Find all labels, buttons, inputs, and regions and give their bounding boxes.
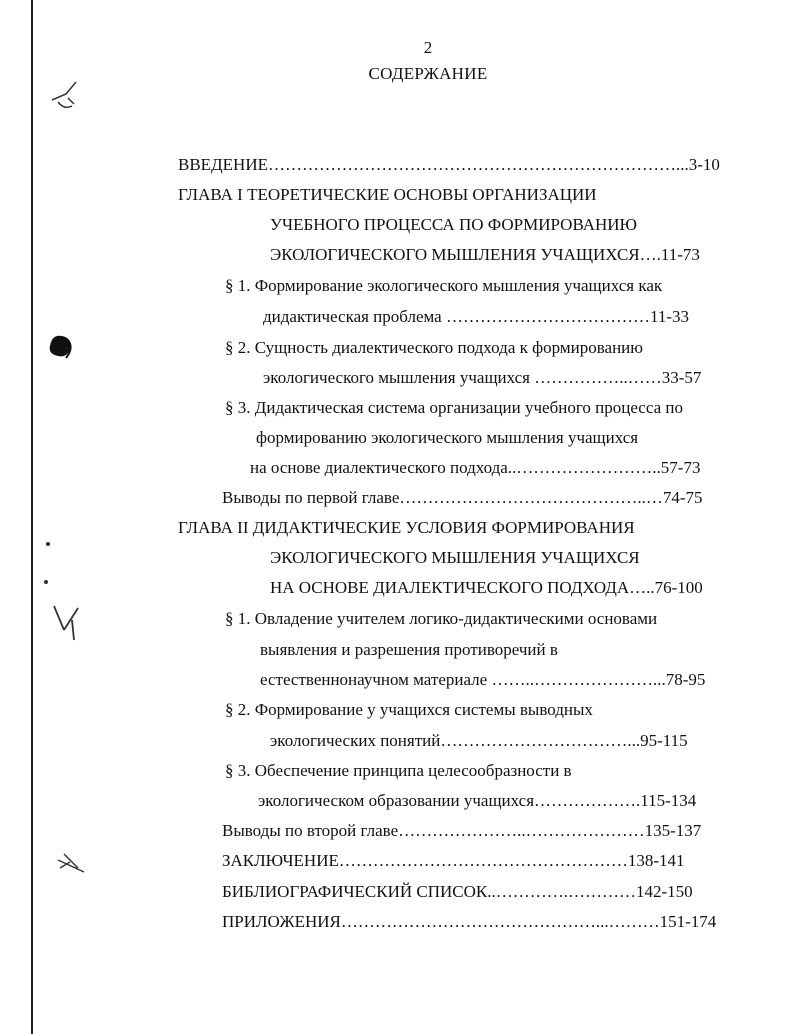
toc-ch2-section-3: экологическом образовании учащихся……………….115-134 xyxy=(258,791,697,810)
toc-ch2-section-1: выявления и разрешения противоречий в xyxy=(260,640,558,659)
margin-pen-mark xyxy=(50,600,84,644)
toc-ch2-section-1: § 1. Овладение учителем логико-дидактическими основами xyxy=(225,609,658,628)
toc-ch1-section-2: экологического мышления учащихся ……………..……33-57 xyxy=(263,368,702,387)
margin-ink-blot-mark xyxy=(44,330,78,364)
toc-chapter-1-title: ГЛАВА I ТЕОРЕТИЧЕСКИЕ ОСНОВЫ ОРГАНИЗАЦИИ xyxy=(178,185,597,204)
speck-mark xyxy=(44,540,52,548)
margin-scribble-mark xyxy=(48,80,84,120)
speck-mark xyxy=(42,578,50,586)
toc-ch1-conclusions: Выводы по первой главе……………………………………..…74-75 xyxy=(222,488,703,507)
toc-ch2-section-2: § 2. Формирование у учащихся системы выводных xyxy=(225,700,593,719)
toc-ch1-section-2: § 2. Сущность диалектического подхода к формированию xyxy=(225,338,643,357)
toc-ch2-conclusions: Выводы по второй главе…………………..…………………135-137 xyxy=(222,821,702,840)
binding-edge xyxy=(31,0,33,1034)
toc-entry-appendices: ПРИЛОЖЕНИЯ………………………………………...………151-174 xyxy=(222,912,717,931)
toc-chapter-1-title: УЧЕБНОГО ПРОЦЕССА ПО ФОРМИРОВАНИЮ xyxy=(270,215,638,234)
toc-entry-conclusion: ЗАКЛЮЧЕНИЕ……………………………………………138-141 xyxy=(222,851,685,870)
toc-entry-introduction: ВВЕДЕНИЕ………………………………………………………………...3-10 xyxy=(178,155,720,174)
toc-ch1-section-3: § 3. Дидактическая система организации учебного процесса по xyxy=(225,398,683,417)
toc-ch1-section-1: § 1. Формирование экологического мышления учащихся как xyxy=(225,276,663,295)
margin-scratch-mark xyxy=(56,848,90,878)
toc-chapter-2-title: НА ОСНОВЕ ДИАЛЕКТИЧЕСКОГО ПОДХОДА…..76-100 xyxy=(270,578,703,597)
toc-chapter-2-title: ЭКОЛОГИЧЕСКОГО МЫШЛЕНИЯ УЧАЩИХСЯ xyxy=(270,548,640,567)
toc-ch2-section-1: естественнонаучном материале ……..…………………...78-95 xyxy=(260,670,706,689)
page-title: СОДЕРЖАНИЕ xyxy=(368,64,488,83)
toc-ch2-section-3: § 3. Обеспечение принципа целесообразности в xyxy=(225,761,572,780)
toc-chapter-1-title: ЭКОЛОГИЧЕСКОГО МЫШЛЕНИЯ УЧАЩИХСЯ….11-73 xyxy=(270,245,700,264)
toc-ch1-section-3: на основе диалектического подхода..……………………..57-73 xyxy=(250,458,701,477)
toc-ch2-section-2: экологических понятий……………………………...95-115 xyxy=(270,731,688,750)
toc-ch1-section-1: дидактическая проблема ………………………………11-33 xyxy=(263,307,690,326)
page-number: 2 xyxy=(423,38,433,57)
toc-entry-bibliography: БИБЛИОГРАФИЧЕСКИЙ СПИСОК..………….…………142-150 xyxy=(222,882,693,901)
toc-chapter-2-title: ГЛАВА II ДИДАКТИЧЕСКИЕ УСЛОВИЯ ФОРМИРОВАНИЯ xyxy=(178,518,635,537)
toc-ch1-section-3: формированию экологического мышления учащихся xyxy=(256,428,639,447)
